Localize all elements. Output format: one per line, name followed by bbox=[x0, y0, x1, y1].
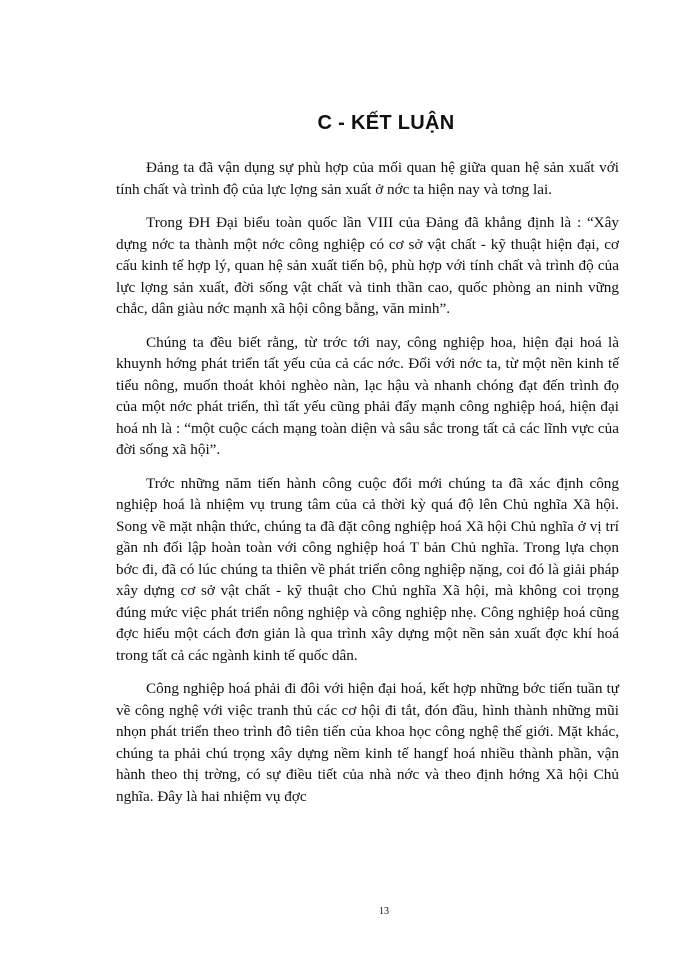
page-number: 13 bbox=[379, 906, 389, 917]
paragraph: Trớc những năm tiến hành công cuộc đổi mới chúng ta đã xác định công nghiệp hoá là nhiệm vụ trung tâm của cả thời kỳ quá độ lên Chủ nghĩa Xã hội. Song về mặt nhận thức, chúng ta đã đặt công nghiệp hoá Xã hội Chủ nghĩa ở vị trí gần nh đối lập hoàn toàn với công nghiệp hoá T bản Chủ nghĩa. Trong lựa chọn bớc đi, đã có lúc chúng ta thiên về phát triển công nghiệp nặng, coi đó là giải pháp xây dựng cơ sở vật chất - kỹ thuật cho Chủ nghĩa Xã hội, mà không coi trọng đúng mức việc phát triển nông nghiệp và công nghiệp nhẹ. Công nghiệp hoá cũng đợc hiểu một cách đơn giản là qua trình xây dựng một nền sản xuất đợc khí hoá trong tất cả các ngành kinh tế quốc dân. bbox=[116, 474, 619, 664]
paragraph: Công nghiệp hoá phải đi đôi với hiện đại hoá, kết hợp những bớc tiến tuần tự về công nghệ với việc tranh thủ các cơ hội đi tắt, đón đầu, hình thành những mũi nhọn phát triển theo trình đô tiên tiến của khoa học công nghệ thế giới. Mặt khác, chúng ta phải chú trọng xây dựng nềm kinh tế hangf hoá nhiều thành phần, vận hành theo thị trờng, có sự điều tiết của nhà nớc và theo định hớng Xã hội Chủ nghĩa. Đây là hai nhiệm vụ đợc bbox=[116, 680, 619, 805]
paragraph: Chúng ta đều biết rằng, từ trớc tới nay, công nghiệp hoa, hiện đại hoá là khuynh hớng phát triển tất yếu của cả các nớc. Đối với nớc ta, từ một nền kinh tế tiểu nông, muốn thoát khỏi nghèo nàn, lạc hậu và nhanh chóng đạt đến trình đọ của một nớc phát triển, thì tất yếu cũng phải đẩy mạnh công nghiệp hoá, hiện đại hoá nh là : “một cuộc cách mạng toàn diện và sâu sắc trong tất cả các lĩnh vực của đời sống xã hội”. bbox=[116, 333, 619, 458]
paragraph: Trong ĐH Đại biểu toàn quốc lần VIII của Đảng đã khẳng định là : “Xây dựng nớc ta thành một nớc công nghiệp có cơ sở vật chất - kỹ thuật hiện đại, cơ cấu kinh tế hợp lý, quan hệ sản xuất tiến bộ, phù hợp với tính chất và trình độ của lực lợng sản xuất, đời sống vật chất và tinh thần cao, quốc phòng an ninh vững chắc, dân giàu nớc mạnh xã hội công bằng, văn minh”. bbox=[116, 214, 619, 317]
page-title: C - KẾT LUẬN bbox=[317, 112, 455, 134]
paragraph: Đảng ta đã vận dụng sự phù hợp của mối quan hệ giữa quan hệ sản xuất với tính chất và trình độ của lực lợng sản xuất ở nớc ta hiện nay và tơng lai. bbox=[116, 159, 619, 198]
body-text bbox=[116, 157, 619, 819]
